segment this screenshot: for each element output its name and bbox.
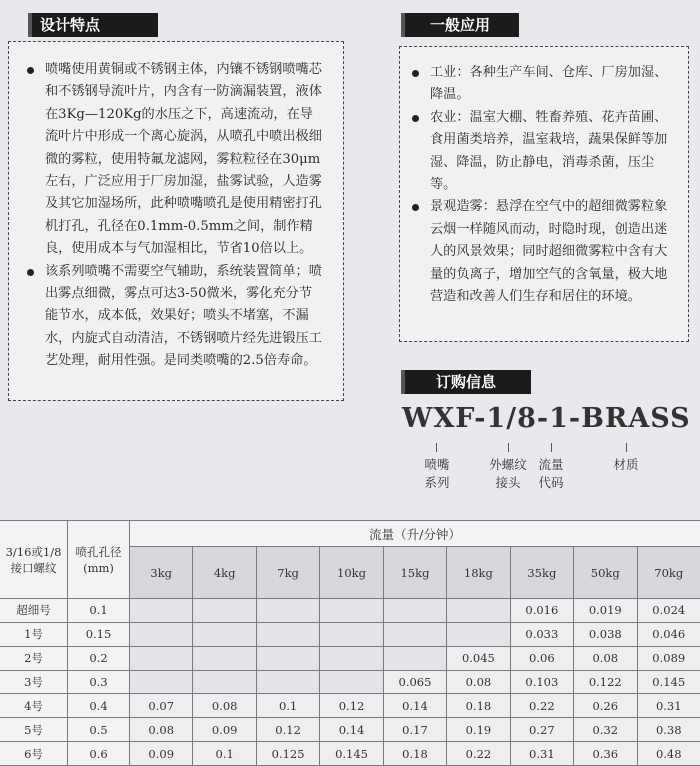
flow-value-cell: 0.27	[510, 718, 573, 742]
applications-title: 一般应用	[401, 13, 519, 37]
flow-value-cell: 0.22	[447, 742, 510, 766]
model-code: WXF-1/8-1-BRASS	[402, 403, 691, 434]
nozzle-size-cell: 4号	[0, 694, 68, 718]
table-row	[0, 694, 700, 718]
flow-value-cell	[130, 599, 193, 623]
table-row	[0, 599, 700, 623]
flow-value-cell: 0.033	[510, 622, 573, 646]
flow-value-cell: 0.145	[320, 742, 383, 766]
nozzle-size-cell: 超细号	[0, 599, 68, 623]
flow-value-cell	[193, 670, 256, 694]
flow-value-cell	[383, 599, 446, 623]
flow-value-cell: 0.08	[130, 718, 193, 742]
table-row	[0, 646, 700, 670]
flow-value-cell	[256, 646, 319, 670]
bore-cell: 0.1	[68, 599, 130, 623]
flow-value-cell	[320, 622, 383, 646]
flow-value-cell	[320, 670, 383, 694]
flow-value-cell	[320, 646, 383, 670]
flow-value-cell: 0.31	[637, 694, 700, 718]
bullet-icon	[27, 269, 34, 276]
flow-value-cell: 0.08	[193, 694, 256, 718]
flow-value-cell: 0.145	[637, 670, 700, 694]
flow-value-cell: 0.12	[320, 694, 383, 718]
pressure-header: 3kg	[130, 547, 193, 599]
flow-value-cell	[130, 622, 193, 646]
nozzle-size-cell: 5号	[0, 718, 68, 742]
nozzle-size-cell: 3号	[0, 670, 68, 694]
code-tick	[508, 443, 509, 452]
flow-value-cell	[130, 670, 193, 694]
pressure-header: 70kg	[637, 547, 700, 599]
flow-value-cell: 0.038	[574, 622, 637, 646]
flow-value-cell: 0.07	[130, 694, 193, 718]
flow-value-cell: 0.18	[447, 694, 510, 718]
code-tick	[551, 443, 552, 452]
list-item: 喷嘴使用黄铜或不锈钢主体，内镶不锈钢喷嘴芯和不锈钢导流叶片，内含有一防滴漏装置，液体在3Kg—120Kg的水压之下，高速流动，在导流叶片中形成一个离心旋涡，从喷孔中喷出极细微的雾粒，使用特氟龙滤网，雾粒粒径在30μm左右，广泛应用于厂房加湿，盐雾试验，人造雾及其它加湿场所，此种喷嘴喷孔是使用精密打孔机打孔，孔径在0.1mm-0.5mm之间，制作精良，使用成本与气加湿相比，节省10倍以上。	[23, 59, 325, 261]
flow-value-cell: 0.18	[383, 742, 446, 766]
flow-value-cell: 0.12	[256, 718, 319, 742]
nozzle-size-cell: 1号	[0, 622, 68, 646]
flow-value-cell: 0.06	[510, 646, 573, 670]
flow-value-cell	[193, 646, 256, 670]
pressure-header: 50kg	[574, 547, 637, 599]
bullet-icon	[27, 67, 34, 74]
bore-column-header: 喷孔孔径 (mm)	[68, 521, 130, 599]
flow-value-cell: 0.31	[510, 742, 573, 766]
table-row	[0, 742, 700, 766]
flow-table	[0, 520, 700, 766]
table-row	[0, 670, 700, 694]
pressure-header: 15kg	[383, 547, 446, 599]
flow-value-cell: 0.045	[447, 646, 510, 670]
flow-value-cell	[447, 622, 510, 646]
nozzle-size-cell: 6号	[0, 742, 68, 766]
flow-value-cell: 0.103	[510, 670, 573, 694]
flow-value-cell: 0.26	[574, 694, 637, 718]
flow-value-cell	[320, 599, 383, 623]
pressure-header: 10kg	[320, 547, 383, 599]
flow-value-cell	[256, 670, 319, 694]
flow-value-cell: 0.17	[383, 718, 446, 742]
order-title: 订购信息	[401, 370, 531, 394]
flow-value-cell: 0.36	[574, 742, 637, 766]
list-item: 景观造雾：悬浮在空气中的超细微雾粒象云烟一样随风而动，时隐时现，创造出迷人的风景效果；同时超细微雾粒中含有大量的负离子，增加空气的含氧量，极大地营造和改善人们生存和居住的环境。	[408, 196, 674, 308]
flow-value-cell: 0.1	[256, 694, 319, 718]
applications-box	[399, 46, 689, 342]
bullet-icon	[412, 115, 419, 122]
flow-value-cell: 0.09	[130, 742, 193, 766]
pressure-header: 7kg	[256, 547, 319, 599]
pressure-header: 35kg	[510, 547, 573, 599]
code-label-flow: 流量 代码	[538, 457, 564, 490]
flow-value-cell: 0.38	[637, 718, 700, 742]
pressure-header: 4kg	[193, 547, 256, 599]
bore-cell: 0.15	[68, 622, 130, 646]
flow-value-cell: 0.019	[574, 599, 637, 623]
applications-list	[408, 62, 674, 308]
flow-value-cell: 0.016	[510, 599, 573, 623]
flow-value-cell: 0.024	[637, 599, 700, 623]
flow-value-cell	[193, 622, 256, 646]
bore-cell: 0.5	[68, 718, 130, 742]
bore-cell: 0.4	[68, 694, 130, 718]
flow-value-cell	[447, 599, 510, 623]
bore-cell: 0.6	[68, 742, 130, 766]
flow-value-cell	[130, 646, 193, 670]
flow-value-cell: 0.22	[510, 694, 573, 718]
flow-value-cell: 0.48	[637, 742, 700, 766]
flow-value-cell: 0.046	[637, 622, 700, 646]
features-box	[8, 41, 344, 401]
code-tick	[436, 443, 437, 452]
flow-value-cell: 0.125	[256, 742, 319, 766]
flow-value-cell: 0.122	[574, 670, 637, 694]
flow-value-cell: 0.09	[193, 718, 256, 742]
features-title: 设计特点	[28, 13, 158, 37]
bullet-icon	[412, 70, 419, 77]
flow-value-cell: 0.089	[637, 646, 700, 670]
flow-value-cell	[193, 599, 256, 623]
bore-cell: 0.3	[68, 670, 130, 694]
flow-value-cell: 0.1	[193, 742, 256, 766]
code-tick	[626, 443, 627, 452]
table-row	[0, 622, 700, 646]
pressure-header: 18kg	[447, 547, 510, 599]
flow-value-cell: 0.32	[574, 718, 637, 742]
flow-value-cell: 0.14	[383, 694, 446, 718]
bullet-icon	[412, 204, 419, 211]
bore-cell: 0.2	[68, 646, 130, 670]
nozzle-size-cell: 2号	[0, 646, 68, 670]
flow-value-cell	[383, 622, 446, 646]
list-item: 该系列喷嘴不需要空气辅助，系统装置简单；喷出雾点细微，雾点可达3-50微米，雾化充分节能节水，成本低，效果好；喷头不堵塞，不漏水，内旋式自动清洁，不锈钢喷片经先进锻压工艺处理，耐用性强。是同类喷嘴的2.5倍寿命。	[23, 261, 325, 373]
flow-value-cell: 0.065	[383, 670, 446, 694]
table-row	[0, 718, 700, 742]
code-label-thread: 外螺纹 接头	[489, 457, 527, 490]
flow-value-cell	[256, 599, 319, 623]
list-item: 农业：温室大棚、牲畜养殖、花卉苗圃、食用菌类培养，温室栽培，蔬果保鲜等加湿、降温，防止静电，消毒杀菌，压尘等。	[408, 107, 674, 197]
flow-value-cell: 0.08	[447, 670, 510, 694]
flow-value-cell	[256, 622, 319, 646]
flow-value-cell: 0.08	[574, 646, 637, 670]
flow-value-cell	[383, 646, 446, 670]
flow-value-cell: 0.14	[320, 718, 383, 742]
code-label-series: 喷嘴 系列	[424, 457, 450, 490]
features-list	[23, 59, 325, 373]
flow-value-cell: 0.19	[447, 718, 510, 742]
list-item: 工业：各种生产车间、仓库、厂房加湿、降温。	[408, 62, 674, 107]
thread-column-header: 3/16或1/8 接口螺纹	[0, 521, 68, 599]
code-label-material: 材质	[613, 457, 639, 472]
flow-header: 流量（升/分钟）	[130, 521, 700, 547]
